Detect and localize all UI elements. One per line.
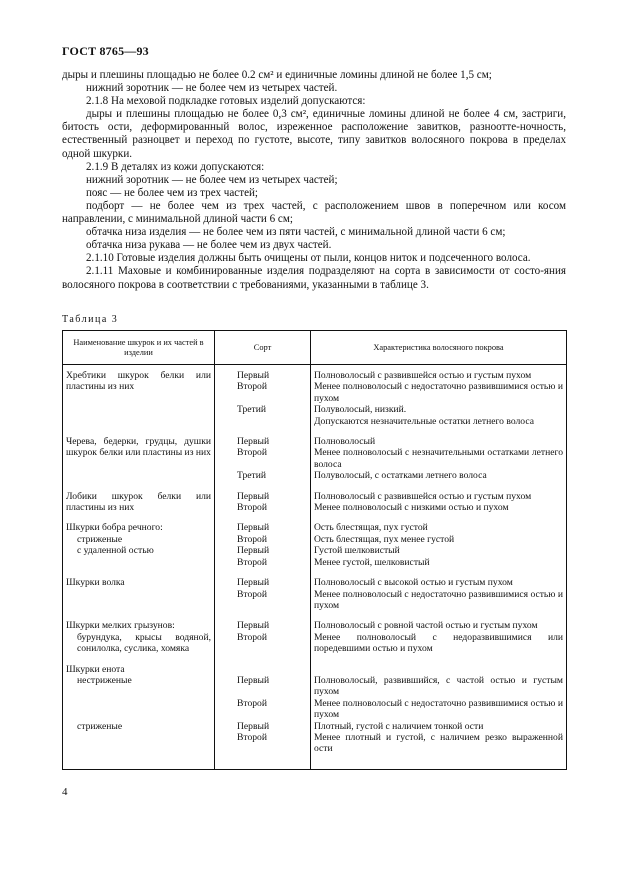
table-row (63, 664, 567, 675)
cell-grade: Первый (215, 436, 311, 447)
cell-name (63, 557, 215, 568)
cell-description: Менее полноволосый с недостаточно развившимися остью и пухом (311, 589, 567, 612)
table-row (63, 545, 567, 556)
cell-grade: Третий (215, 470, 311, 481)
cell-description: Полноволосый, развившийся, с частой остью и густым пухом (311, 675, 567, 698)
cell-name: Лобики шкурок белки или пластины из них (63, 491, 215, 514)
cell-name (63, 698, 215, 721)
table-header-row (63, 331, 567, 365)
cell-description: Полноволосый с высокой остью и густым пухом (311, 577, 567, 588)
cell-grade: Первый (215, 721, 311, 732)
table-row (63, 721, 567, 732)
cell-name: Шкурки волка (63, 577, 215, 611)
cell-name: Шкурки енота (63, 664, 215, 675)
cell-description (311, 664, 567, 675)
cell-grade: Первый (215, 491, 311, 502)
table-body (63, 365, 567, 770)
cell-description: Полуволосый, низкий. (311, 404, 567, 415)
page-number: 4 (62, 786, 68, 798)
cell-grade (215, 664, 311, 675)
cell-grade: Первый (215, 577, 311, 588)
paragraph: 2.1.11 Маховые и комбинированные изделия подразделяют на сорта в зависимости от состо-яния волосяного покрова в соответствии с требованиями, указанными в таблице 3. (62, 265, 566, 291)
paragraph: нижний зоротник — не более чем из четырех частей. (86, 82, 338, 95)
cell-description: Ость блестящая, пух густой (311, 522, 567, 533)
paragraph: 2.1.10 Готовые изделия должны быть очищены от пыли, концов ниток и подсеченного волоса. (86, 252, 531, 265)
table-row (63, 675, 567, 698)
paragraph: дыры и плешины площадью не более 0,3 см², единичные ломины длиной не более 4 см, застриги, битость ости, деформированный волос, изреженное расположение завитков, разноотте-ночность, естественный разноцвет и переход по густоте, высоте, типу завитков волосяного покрова в пределах одной шкурки. (62, 108, 566, 160)
table-row (63, 698, 567, 721)
cell-name: нестриженые (63, 675, 215, 698)
cell-name: стриженые (63, 534, 215, 545)
cell-grade: Первый (215, 545, 311, 556)
table-row (63, 436, 567, 447)
cell-grade: Второй (215, 502, 311, 513)
body-text (62, 69, 566, 292)
cell-description: Полноволосый с развившейся остью и густым пухом (311, 491, 567, 502)
table-row (63, 632, 567, 655)
cell-description: Менее полноволосый с недостаточно развившимися остью и пухом (311, 381, 567, 404)
header-grade: Сорт (215, 331, 311, 365)
paragraph: обтачка низа изделия — не более чем из пяти частей, с минимальной длиной части 6 см; (86, 226, 506, 239)
cell-name: бурундука, крысы водяной, сонилолка, суслика, хомяка (63, 632, 215, 655)
cell-description: Допускаются незначительные остатки летнего волоса (311, 416, 567, 427)
cell-description: Полноволосый (311, 436, 567, 447)
paragraph: 2.1.9 В деталях из кожи допускаются: (86, 160, 265, 173)
paragraph: подборт — не более чем из трех частей, с расположением швов в поперечном или косом направлении, с минимальной длиной части 6 см; (62, 199, 566, 226)
paragraph: нижний зоротник — не более чем из четырех частей; (86, 173, 338, 186)
cell-grade: Второй (215, 732, 311, 755)
cell-name: Хребтики шкурок белки или пластины из них (63, 370, 215, 427)
cell-grade: Второй (215, 534, 311, 545)
cell-name (63, 732, 215, 755)
paragraph: обтачка низа рукава — не более чем из двух частей. (86, 239, 332, 252)
cell-description: Густой шелковистый (311, 545, 567, 556)
cell-grade: Первый (215, 675, 311, 698)
cell-name: Шкурки бобра речного: (63, 522, 215, 533)
cell-description: Менее густой, шелковистый (311, 557, 567, 568)
cell-grade (215, 416, 311, 427)
cell-description: Менее полноволосый с незначительными остатками летнего волоса (311, 447, 567, 470)
cell-grade: Второй (215, 589, 311, 612)
cell-description: Плотный, густой с наличием тонкой ости (311, 721, 567, 732)
cell-name: стриженые (63, 721, 215, 732)
document-header: ГОСТ 8765—93 (62, 44, 149, 58)
cell-description: Полноволосый с развившейся остью и густым пухом (311, 370, 567, 381)
paragraph: 2.1.8 На меховой подкладке готовых изделий допускаются: (86, 95, 366, 108)
cell-grade: Первый (215, 522, 311, 533)
table-row (63, 732, 567, 755)
cell-grade: Второй (215, 381, 311, 404)
cell-description: Менее полноволосый с низкими остью и пухом (311, 502, 567, 513)
paragraph: пояс — не более чем из трех частей; (86, 186, 259, 199)
cell-description: Менее плотный и густой, с наличием резко выраженной ости (311, 732, 567, 755)
table-row (63, 522, 567, 533)
cell-name: Черева, бедерки, грудцы, душки шкурок белки или пластины из них (63, 436, 215, 482)
cell-grade: Первый (215, 370, 311, 381)
paragraph: дыры и плешины площадью не более 0.2 см² и единичные ломины длиной не более 1,5 см; (62, 69, 492, 81)
grade-table (62, 330, 567, 770)
cell-grade: Третий (215, 404, 311, 415)
table-row (63, 577, 567, 588)
table-row (63, 491, 567, 502)
cell-description: Менее полноволосый с недоразвившимися или поредевшими остью и пухом (311, 632, 567, 655)
cell-description: Полуволосый, с остатками летнего волоса (311, 470, 567, 481)
cell-description: Полноволосый с ровной частой остью и густым пухом (311, 620, 567, 631)
header-description: Характеристика волосяного покрова (311, 331, 567, 365)
table-row (63, 557, 567, 568)
header-name: Наименование шкурок и их частей в изделии (63, 331, 215, 365)
table-row (63, 534, 567, 545)
cell-grade: Второй (215, 632, 311, 655)
table-row (63, 620, 567, 631)
cell-name: Шкурки мелких грызунов: (63, 620, 215, 631)
cell-name: с удаленной остью (63, 545, 215, 556)
table-caption: Таблица 3 (62, 314, 119, 325)
cell-grade: Второй (215, 447, 311, 470)
cell-grade: Первый (215, 620, 311, 631)
table-row (63, 370, 567, 381)
cell-description: Менее полноволосый с недостаточно развившимися остью и пухом (311, 698, 567, 721)
cell-grade: Второй (215, 557, 311, 568)
cell-grade: Второй (215, 698, 311, 721)
cell-description: Ость блестящая, пух менее густой (311, 534, 567, 545)
